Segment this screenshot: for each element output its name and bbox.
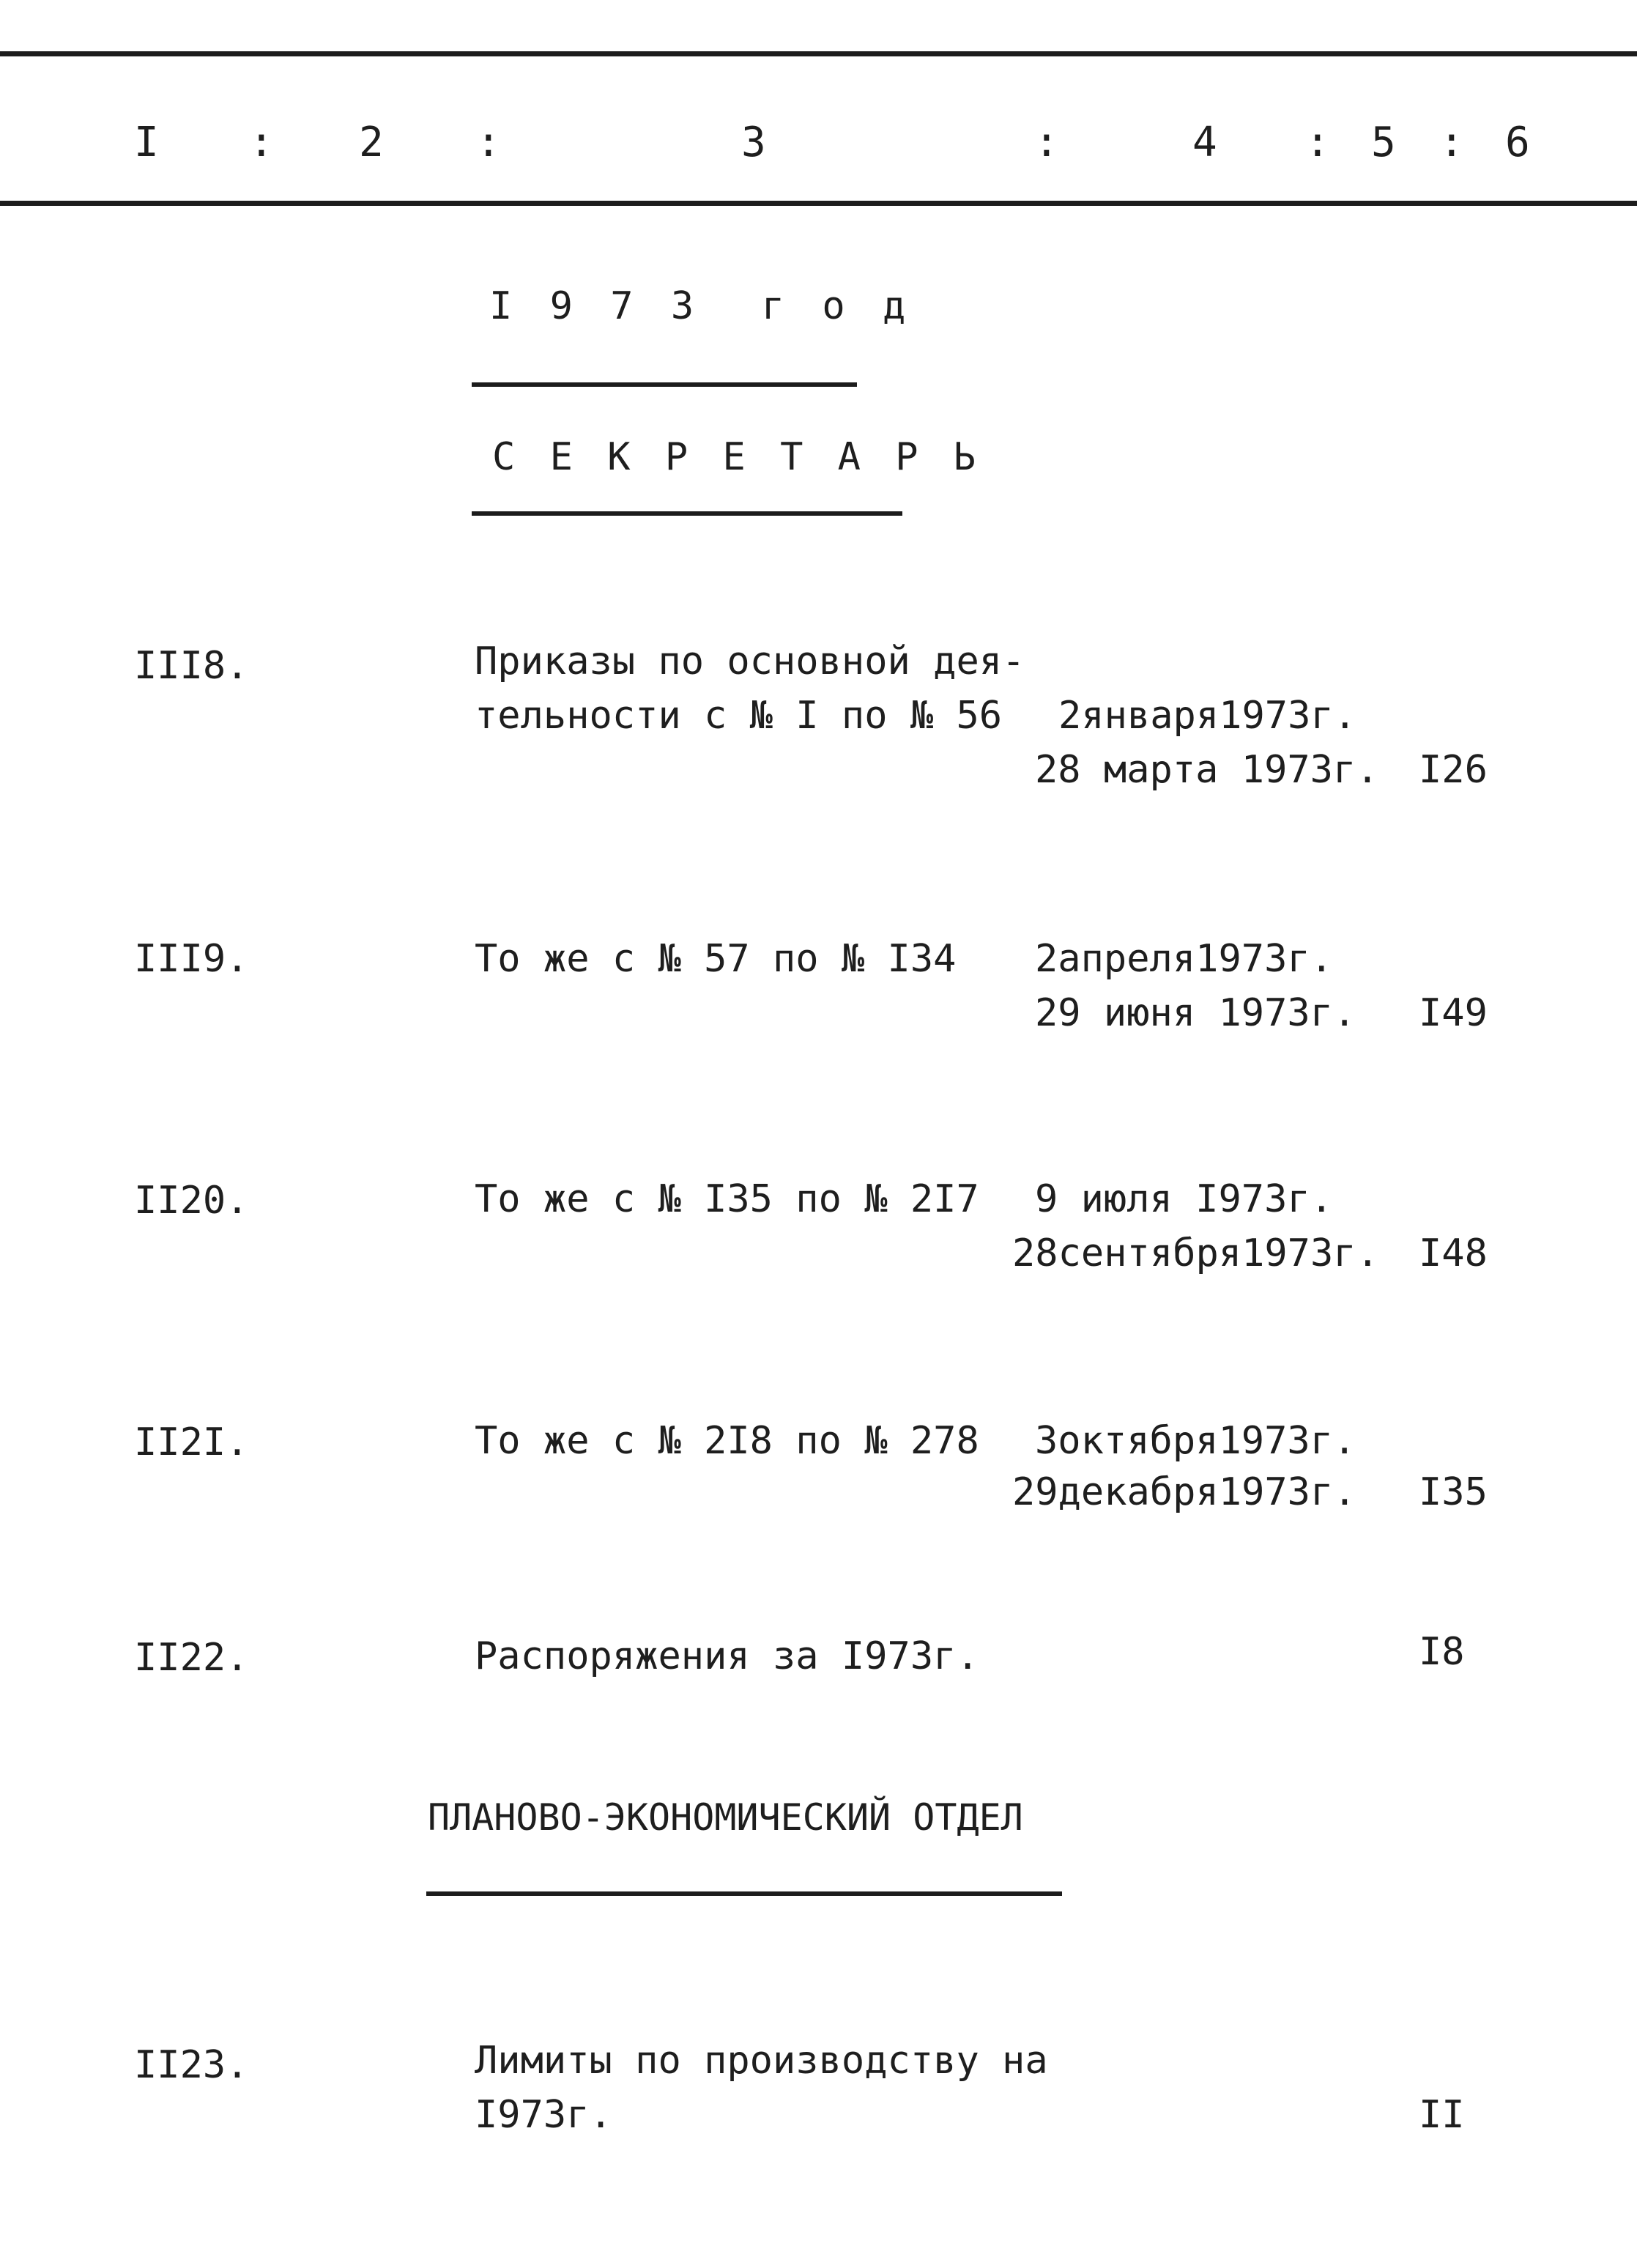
row-date-end: 28сентября1973г. — [1012, 1231, 1379, 1275]
header-bottom-rule — [0, 201, 1637, 206]
header-top-rule — [0, 51, 1637, 56]
row-sheet-count: I35 — [1419, 1470, 1488, 1514]
header-sep-2: : — [476, 119, 501, 166]
header-col-3: 3 — [741, 119, 766, 166]
row-number: III9. — [134, 937, 249, 981]
header-col-2: 2 — [359, 119, 384, 166]
row-title-line-2: тельности с № I по № 56 — [475, 694, 1003, 738]
row-number: II23. — [134, 2043, 249, 2087]
header-sep-5: : — [1439, 119, 1464, 166]
header-sep-4: : — [1305, 119, 1330, 166]
header-col-1: I — [134, 119, 159, 166]
row-title-line-1: Распоряжения за I973г. — [475, 1634, 979, 1678]
row-title-line-2: I973г. — [475, 2093, 612, 2137]
row-title-line-1: Приказы по основной дея- — [475, 640, 1025, 683]
row-number: III8. — [134, 644, 249, 688]
row-date-start: 2января1973г. — [1058, 694, 1356, 738]
row-date-end: 28 марта 1973г. — [1035, 748, 1379, 792]
row-title-line-1: Лимиты по производству на — [475, 2039, 1048, 2083]
row-sheet-count: I8 — [1419, 1630, 1465, 1674]
section-title-planning-economic-department: ПЛАНОВО-ЭКОНОМИЧЕСКИЙ ОТДЕЛ — [428, 1796, 1023, 1839]
header-sep-1: : — [249, 119, 274, 166]
row-date-start: 2апреля1973г. — [1035, 937, 1333, 981]
year-heading: I 9 7 3 г о д — [489, 284, 913, 328]
row-number: II2I. — [134, 1420, 249, 1464]
header-sep-3: : — [1034, 119, 1059, 166]
row-title-line-1: То же с № I35 по № 2I7 — [475, 1177, 979, 1221]
year-heading-underline — [472, 382, 857, 387]
row-sheet-count: I26 — [1419, 748, 1488, 792]
row-date-end: 29 июня 1973г. — [1035, 991, 1356, 1035]
row-date-end: 29декабря1973г. — [1012, 1470, 1356, 1514]
header-col-4: 4 — [1192, 119, 1217, 166]
row-number: II22. — [134, 1636, 249, 1680]
row-sheet-count: I49 — [1419, 991, 1488, 1035]
header-col-5: 5 — [1371, 119, 1396, 166]
row-number: II20. — [134, 1179, 249, 1223]
row-date-start: 3октября1973г. — [1035, 1419, 1356, 1463]
row-sheet-count: I48 — [1419, 1231, 1488, 1275]
row-date-start: 9 июля I973г. — [1035, 1177, 1333, 1221]
section-title-secretary-underline — [472, 511, 902, 516]
section-title-secretary: С Е К Р Е Т А Р Ь — [492, 435, 982, 479]
row-sheet-count: II — [1419, 2093, 1465, 2137]
section-title-planning-underline — [426, 1891, 1062, 1896]
header-col-6: 6 — [1505, 119, 1530, 166]
row-title-line-1: То же с № 57 по № I34 — [475, 937, 957, 981]
row-title-line-1: То же с № 2I8 по № 278 — [475, 1419, 979, 1463]
